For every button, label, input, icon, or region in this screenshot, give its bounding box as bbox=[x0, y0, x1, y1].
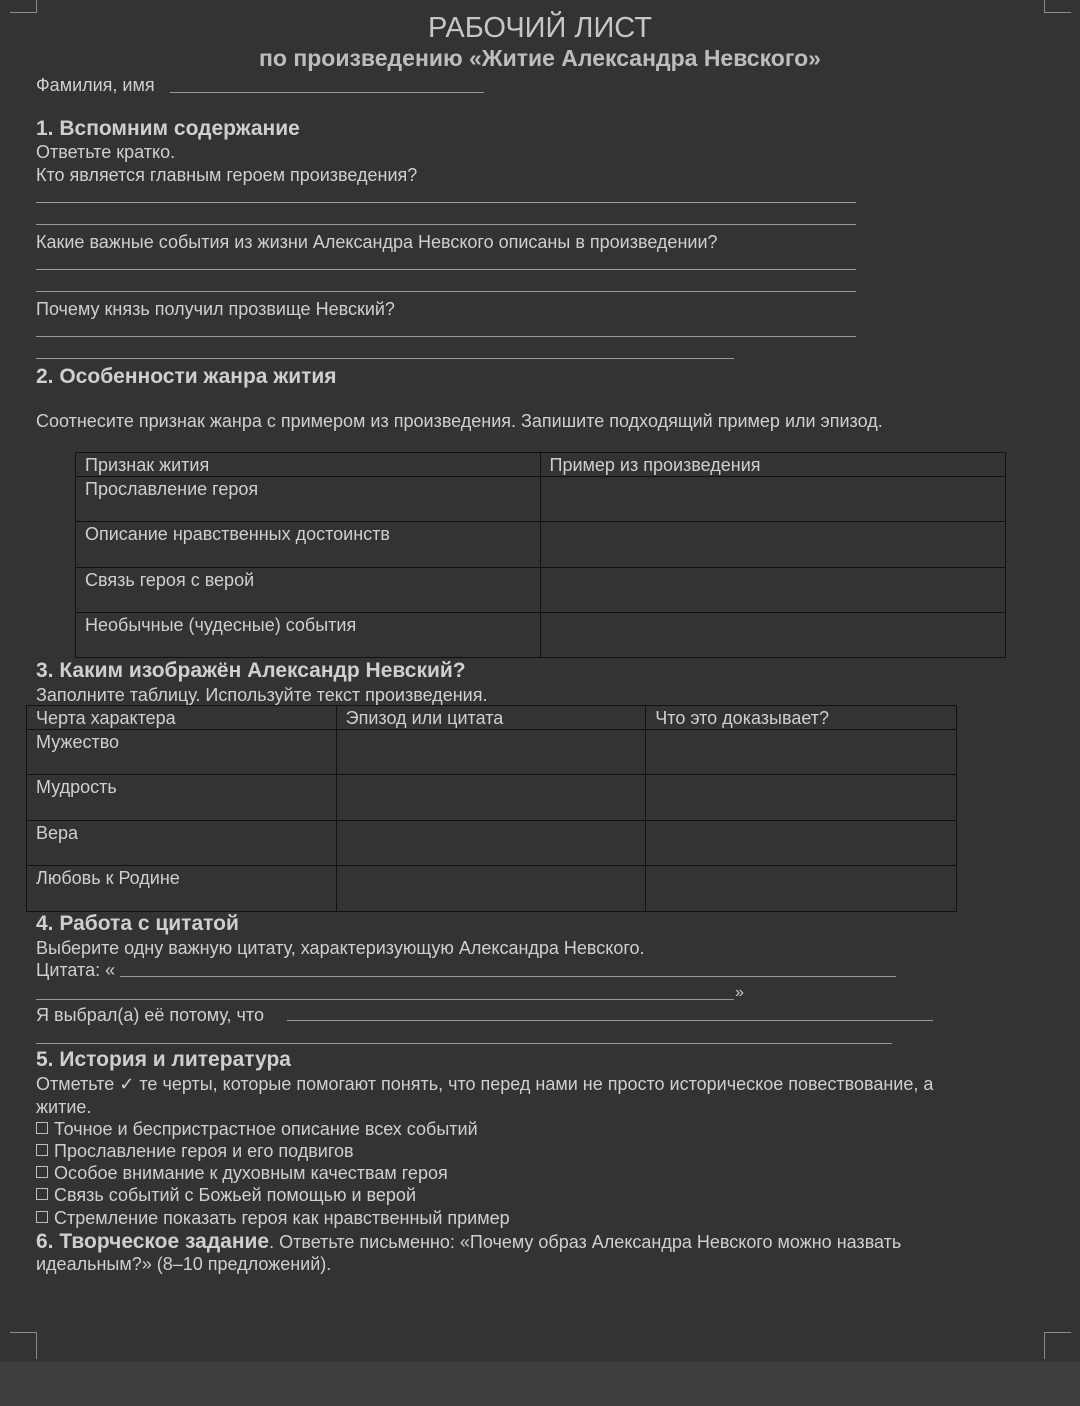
table-header-row bbox=[27, 706, 957, 730]
quote-answer-line[interactable] bbox=[120, 976, 896, 977]
answer-cell[interactable] bbox=[336, 775, 646, 821]
table-cell: Мудрость bbox=[27, 775, 337, 821]
table-row bbox=[76, 477, 1006, 522]
option-label: Связь событий с Божьей помощью и верой bbox=[54, 1185, 416, 1205]
section5-heading: 5. История и литература bbox=[36, 1048, 291, 1071]
character-table bbox=[26, 705, 957, 912]
quote-answer-line[interactable] bbox=[36, 999, 734, 1000]
section3-instruction: Заполните таблицу. Используйте текст произведения. bbox=[36, 685, 488, 705]
checkbox-option[interactable] bbox=[36, 1142, 354, 1160]
genre-table bbox=[75, 452, 1006, 658]
table-cell: Вера bbox=[27, 821, 337, 866]
section1-instruction: Ответьте кратко. bbox=[36, 142, 176, 162]
section6-text: . Ответьте письменно: «Почему образ Александра Невского можно назвать bbox=[269, 1232, 902, 1252]
option-label: Особое внимание к духовным качествам героя bbox=[54, 1163, 448, 1183]
answer-line[interactable] bbox=[36, 202, 856, 203]
table-row bbox=[27, 821, 957, 866]
crop-mark-top-left bbox=[10, 0, 37, 13]
checkbox-icon[interactable] bbox=[36, 1188, 48, 1200]
table-header-cell: Пример из произведения bbox=[540, 453, 1006, 477]
name-answer-line[interactable] bbox=[170, 92, 484, 93]
page-subtitle: по произведению «Житие Александра Невского» bbox=[259, 45, 821, 71]
section5-instruction: Отметьте ✓ те черты, которые помогают понять, что перед нами не просто историческое повествование, а bbox=[36, 1074, 934, 1094]
answer-cell[interactable] bbox=[540, 613, 1006, 658]
crop-mark-bottom-left bbox=[10, 1332, 37, 1359]
quote-end-mark: » bbox=[735, 984, 744, 1001]
question-2: Какие важные события из жизни Александра Невского описаны в произведении? bbox=[36, 232, 718, 252]
viewer-bottom-bar bbox=[0, 1362, 1080, 1406]
answer-cell[interactable] bbox=[336, 730, 646, 775]
checkbox-option[interactable] bbox=[36, 1186, 416, 1204]
answer-cell[interactable] bbox=[336, 821, 646, 866]
table-header-cell: Черта характера bbox=[27, 706, 337, 730]
option-label: Точное и беспристрастное описание всех событий bbox=[54, 1119, 478, 1139]
answer-cell[interactable] bbox=[646, 821, 957, 866]
table-cell: Любовь к Родине bbox=[27, 866, 337, 912]
checkbox-option[interactable] bbox=[36, 1164, 448, 1182]
reason-label: Я выбрал(а) её потому, что bbox=[36, 1005, 264, 1025]
table-cell: Мужество bbox=[27, 730, 337, 775]
table-row bbox=[27, 730, 957, 775]
table-cell: Связь героя с верой bbox=[76, 568, 541, 613]
table-header-cell: Эпизод или цитата bbox=[336, 706, 646, 730]
section2-instruction: Соотнесите признак жанра с примером из произведения. Запишите подходящий пример или эпизод. bbox=[36, 411, 883, 431]
section6-line bbox=[36, 1231, 901, 1252]
checkbox-icon[interactable] bbox=[36, 1211, 48, 1223]
question-1: Кто является главным героем произведения? bbox=[36, 165, 418, 185]
question-3: Почему князь получил прозвище Невский? bbox=[36, 299, 395, 319]
answer-line[interactable] bbox=[36, 358, 734, 359]
checkbox-icon[interactable] bbox=[36, 1122, 48, 1134]
table-row bbox=[76, 522, 1006, 568]
answer-cell[interactable] bbox=[646, 866, 957, 912]
answer-cell[interactable] bbox=[540, 568, 1006, 613]
answer-cell[interactable] bbox=[646, 730, 957, 775]
answer-cell[interactable] bbox=[540, 477, 1006, 522]
answer-line[interactable] bbox=[36, 224, 856, 225]
table-row bbox=[76, 613, 1006, 658]
checkbox-icon[interactable] bbox=[36, 1166, 48, 1178]
section6-heading: 6. Творческое задание bbox=[36, 1230, 270, 1253]
answer-line[interactable] bbox=[36, 291, 856, 292]
answer-cell[interactable] bbox=[540, 522, 1006, 568]
section4-instruction: Выберите одну важную цитату, характеризующую Александра Невского. bbox=[36, 938, 645, 958]
reason-answer-line[interactable] bbox=[287, 1020, 933, 1021]
table-cell: Прославление героя bbox=[76, 477, 541, 522]
crop-mark-top-right bbox=[1044, 0, 1071, 13]
answer-line[interactable] bbox=[36, 269, 856, 270]
answer-cell[interactable] bbox=[336, 866, 646, 912]
section1-heading: 1. Вспомним содержание bbox=[36, 117, 300, 140]
checkbox-option[interactable] bbox=[36, 1120, 478, 1138]
checkbox-option[interactable] bbox=[36, 1209, 510, 1227]
table-header-cell: Признак жития bbox=[76, 453, 541, 477]
section4-heading: 4. Работа с цитатой bbox=[36, 912, 239, 935]
option-label: Прославление героя и его подвигов bbox=[54, 1141, 354, 1161]
quote-label: Цитата: « bbox=[36, 960, 116, 980]
section6-text-cont: идеальным?» (8–10 предложений). bbox=[36, 1254, 332, 1274]
answer-line[interactable] bbox=[36, 336, 856, 337]
crop-mark-bottom-right bbox=[1044, 1332, 1071, 1359]
option-label: Стремление показать героя как нравственный пример bbox=[54, 1208, 510, 1228]
table-cell: Описание нравственных достоинств bbox=[76, 522, 541, 568]
section2-heading: 2. Особенности жанра жития bbox=[36, 365, 337, 388]
name-label: Фамилия, имя bbox=[36, 75, 155, 95]
table-row bbox=[27, 775, 957, 821]
table-cell: Необычные (чудесные) события bbox=[76, 613, 541, 658]
table-header-row bbox=[76, 453, 1006, 477]
table-header-cell: Что это доказывает? bbox=[646, 706, 957, 730]
section5-instruction-cont: житие. bbox=[36, 1097, 92, 1117]
page-title: РАБОЧИЙ ЛИСТ bbox=[427, 12, 652, 44]
table-row bbox=[27, 866, 957, 912]
answer-cell[interactable] bbox=[646, 775, 957, 821]
section3-heading: 3. Каким изображён Александр Невский? bbox=[36, 659, 466, 682]
reason-answer-line[interactable] bbox=[36, 1043, 892, 1044]
checkbox-icon[interactable] bbox=[36, 1144, 48, 1156]
table-row bbox=[76, 568, 1006, 613]
